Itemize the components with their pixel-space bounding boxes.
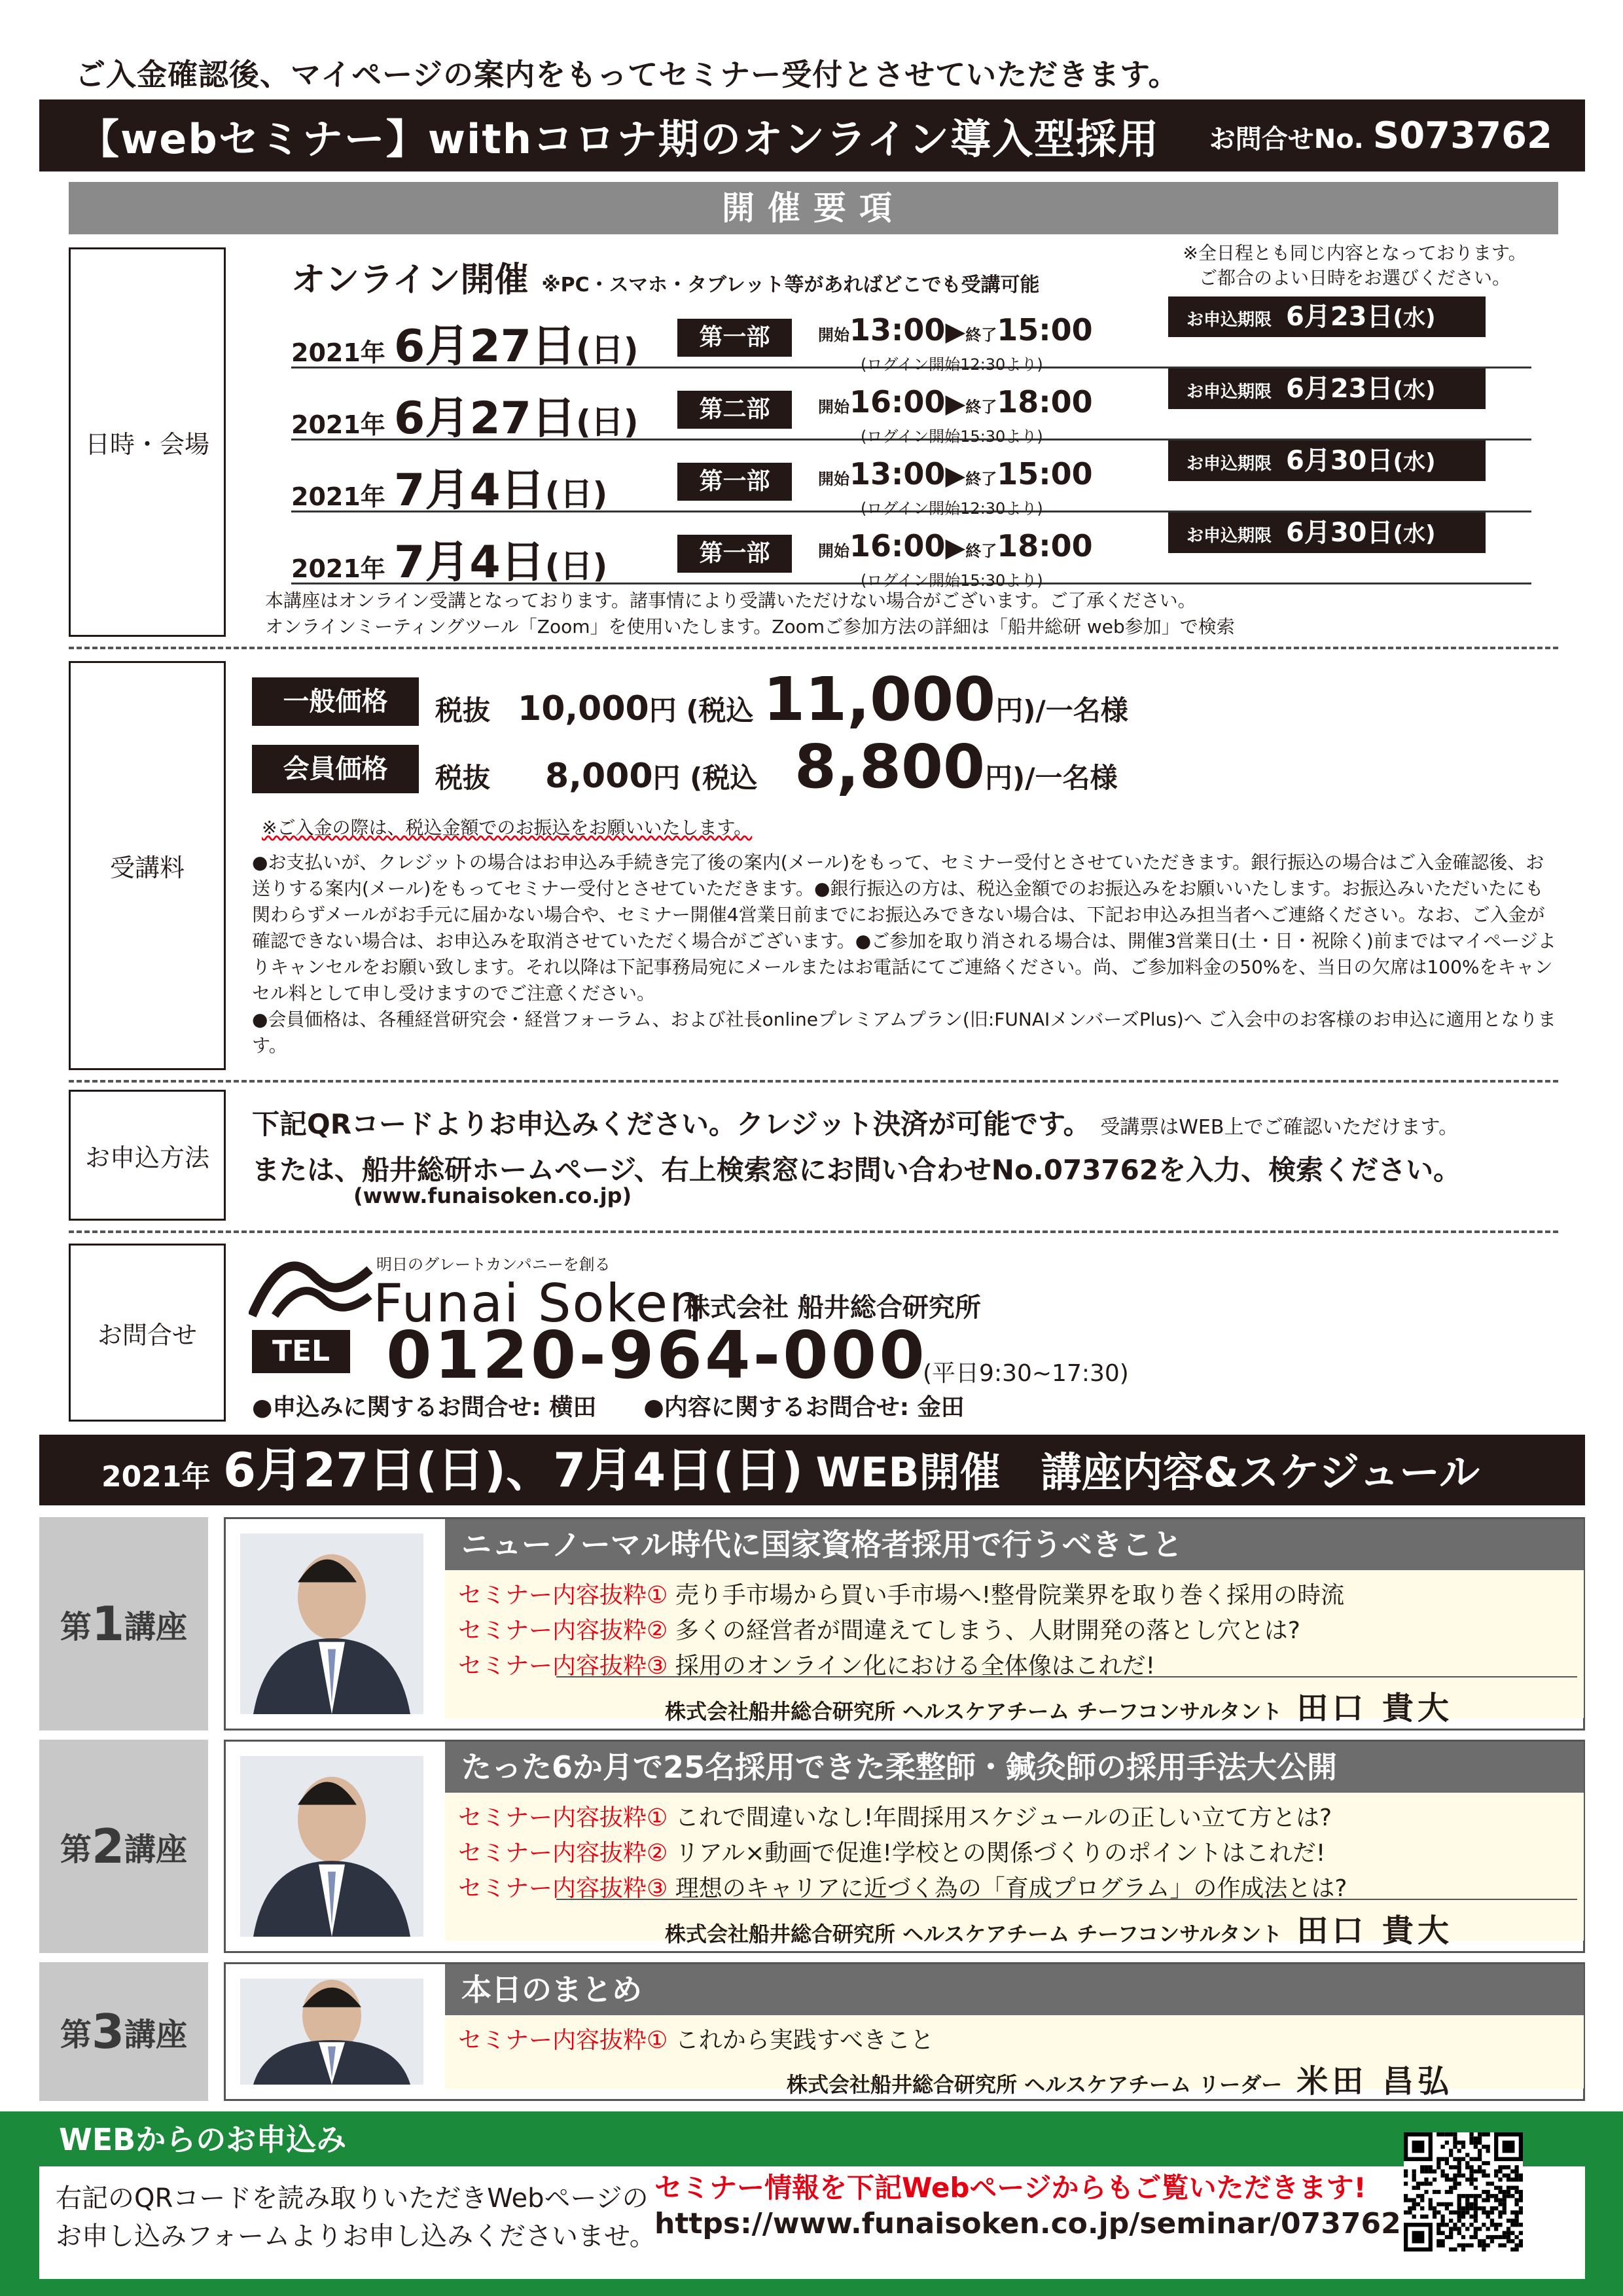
lecture-point: セミナー内容抜粋② 多くの経営者が間違えてしまう、人財開発の落とし穴とは?: [458, 1617, 1300, 1644]
outline-header: 開催要項: [69, 182, 1558, 234]
divider: [556, 1899, 1577, 1900]
qr-code-icon[interactable]: [1404, 2132, 1523, 2251]
lecture-body: [445, 1793, 1584, 1949]
tel-number[interactable]: 0120-964-000: [386, 1317, 927, 1393]
lecture-point: セミナー内容抜粋③ 理想のキャリアに近づく為の「育成プログラム」の作成法とは?: [458, 1875, 1347, 1902]
tel-label: TEL: [252, 1330, 350, 1373]
lecture-point: セミナー内容抜粋② リアル×動画で促進!学校との関係づくりのポイントはこれだ!: [458, 1840, 1326, 1867]
label-apply: お申込方法: [69, 1090, 226, 1221]
speaker: 株式会社船井総合研究所 ヘルスケアチーム リーダー 米田 昌弘: [786, 2063, 1453, 2100]
play-arrow-icon: ▶: [945, 389, 966, 419]
login-time: (ログイン開始15:30より): [861, 571, 1043, 590]
lecture-card: [224, 1962, 1585, 2101]
schedule-date: 2021年 7月4日(日): [291, 465, 608, 516]
login-time: (ログイン開始12:30より): [861, 355, 1043, 374]
seminar-title: 【webセミナー】withコロナ期のオンライン導入型採用: [79, 115, 1160, 163]
apply-url[interactable]: (www.funaisoken.co.jp): [353, 1183, 632, 1208]
deadline-badge: お申込期限 6月30日(水): [1168, 512, 1486, 553]
apply-line-2: または、船井総研ホームページ、右上検索窓にお問い合わせNo.073762を入力、検索ください。: [252, 1154, 1461, 1186]
divider: [69, 647, 1558, 649]
lecture-title: 本日のまとめ: [445, 1964, 1584, 2015]
web-info-text: セミナー情報を下記Webページからもご覧いただきます!: [654, 2172, 1366, 2204]
company-name: 株式会社 船井総合研究所: [684, 1293, 981, 1323]
title-bar: [39, 99, 1585, 171]
schedule-time: 開始16:00▶終了18:00: [818, 528, 1093, 564]
play-arrow-icon: ▶: [945, 317, 966, 347]
lecture-card: [224, 1517, 1585, 1731]
online-notes: 本講座はオンライン受講となっております。諸事情により受講いただけない場合がございます。ご了承ください。 オンラインミーティングツール「Zoom」を使用いたします。Zoomご参加方法の詳細は「船井総研 web参加」で検索: [265, 590, 1235, 637]
schedule-bar: 2021年 6月27日(日)、7月4日(日) WEB開催 講座内容&スケジュール: [39, 1435, 1585, 1505]
schedule-part: 第一部: [677, 319, 792, 357]
schedule-part: 第一部: [677, 463, 792, 501]
funai-logo-icon: [249, 1250, 373, 1322]
divider: [69, 1230, 1558, 1233]
label-fee: 受講料: [69, 661, 226, 1070]
speaker-photo: [240, 1979, 423, 2085]
inquiry-number: お問合せNo. S073762: [1209, 114, 1552, 157]
schedule-date: 2021年 7月4日(日): [291, 537, 608, 588]
divider: [556, 1676, 1577, 1677]
web-apply-tag: WEBからのお申込み: [39, 2115, 406, 2164]
lecture-point: セミナー内容抜粋① これで間違いなし!年間採用スケジュールの正しい立て方とは?: [458, 1804, 1332, 1831]
speaker-photo: [240, 1534, 423, 1714]
apply-line-1: 下記QRコードよりお申込みください。クレジット決済が可能です。 受講票はWEB上でご確認いただけます。: [252, 1108, 1459, 1140]
brand-name: Funai Soken: [373, 1273, 704, 1334]
deadline-badge: お申込期限 6月23日(水): [1168, 296, 1486, 337]
web-apply-desc: 右記のQRコードを読み取りいただきWebページの お申し込みフォームよりお申し込みくださいませ。: [56, 2183, 656, 2251]
member-price-tag: 会員価格: [252, 745, 419, 793]
speaker: 株式会社船井総合研究所 ヘルスケアチーム チーフコンサルタント 田口 貴大: [665, 1912, 1453, 1949]
schedule-row: [291, 370, 1531, 446]
lecture-body: [445, 2015, 1584, 2100]
schedule-row: [291, 514, 1531, 590]
brand-tagline: 明日のグレートカンパニーを創る: [376, 1255, 611, 1274]
general-price: 税抜 10,000円 (税込 11,000円)/一名様: [435, 664, 1128, 734]
lecture-point: セミナー内容抜粋① 売り手市場から買い手市場へ!整骨院業界を取り巻く採用の時流: [458, 1582, 1345, 1609]
speaker-photo: [240, 1756, 423, 1937]
schedule-time: 開始13:00▶終了15:00: [818, 456, 1093, 492]
schedule-part: 第二部: [677, 391, 792, 429]
lecture-title: ニューノーマル時代に国家資格者採用で行うべきこと: [445, 1519, 1584, 1570]
notice-text: ご入金確認後、マイページの案内をもってセミナー受付とさせていただきます。: [75, 57, 1179, 92]
schedule-part: 第一部: [677, 535, 792, 573]
schedule-row: [291, 298, 1531, 374]
deadline-badge: お申込期限 6月30日(水): [1168, 440, 1486, 481]
lecture-number: 第 1 講座: [39, 1517, 208, 1731]
lecture-point: セミナー内容抜粋① これから実践すべきこと: [458, 2027, 935, 2054]
general-price-tag: 一般価格: [252, 677, 419, 726]
lecture-body: [445, 1570, 1584, 1727]
contact-persons: ●申込みに関するお問合せ: 横田 ●内容に関するお問合せ: 金田: [252, 1394, 965, 1421]
schedule-time: 開始13:00▶終了15:00: [818, 312, 1093, 348]
schedule-time: 開始16:00▶終了18:00: [818, 384, 1093, 420]
lecture-point: セミナー内容抜粋③ 採用のオンライン化における全体像はこれだ!: [458, 1653, 1156, 1679]
login-time: (ログイン開始12:30より): [861, 499, 1043, 518]
web-url[interactable]: https://www.funaisoken.co.jp/seminar/073762: [654, 2207, 1401, 2240]
divider: [69, 1080, 1558, 1083]
play-arrow-icon: ▶: [945, 533, 966, 563]
login-time: (ログイン開始15:30より): [861, 427, 1043, 446]
schedule-date: 2021年 6月27日(日): [291, 321, 639, 372]
fee-details: ●お支払いが、クレジットの場合はお申込み手続き完了後の案内(メール)をもって、セミナー受付とさせていただきます。銀行振込の場合はご入金確認後、お送りする案内(メール)をもってセミナー受付とさせていただきます。●銀行振込の方は、税込金額でのお振込みをお願いいたします。お振込みいただいたにも関わらずメールがお手元に届かない場合や、セミナー開催4営業日前までにお振込みできない場合は、下記お申込み担当者へご連絡ください。なお、ご入金が確認できない場合は、お申込みを取消させていただく場合がございます。●ご参加を取り消される場合は、開催3営業日(土・日・祝除く)前まではマイページよりキャンセルをお願い致します。それ以降は下記事務局宛にメールまたはお電話にてご連絡ください。尚、ご参加料金の50%を、当日の欠席は100%をキャンセル料として申し受けますのでご注意ください。 ●会員価格は、各種経営研究会・経営フォーラム、および社長onlineプレミアムプラン(旧:FUNAIメンバーズPlus)へ ご入会中のお客様のお申込に適用となります。: [252, 852, 1556, 1056]
schedule-row: [291, 442, 1531, 518]
tel-hours: (平日9:30~17:30): [923, 1360, 1129, 1387]
deadline-badge: お申込期限 6月23日(水): [1168, 368, 1486, 409]
lecture-card: [224, 1740, 1585, 1953]
lecture-title: たった6か月で25名採用できた柔整師・鍼灸師の採用手法大公開: [445, 1742, 1584, 1793]
play-arrow-icon: ▶: [945, 461, 966, 491]
label-datetime: 日時・会場: [69, 247, 226, 637]
speaker: 株式会社船井総合研究所 ヘルスケアチーム チーフコンサルタント 田口 貴大: [665, 1690, 1453, 1727]
schedule-date: 2021年 6月27日(日): [291, 393, 639, 444]
label-contact: お問合せ: [69, 1244, 226, 1422]
online-title: オンライン開催 ※PC・スマホ・タブレット等があればどこでも受講可能: [291, 260, 1040, 300]
all-schedule-note: ※全日程とも同じ内容となっております。 ご都合のよい日時をお選びください。: [1183, 242, 1527, 289]
lecture-number: 第 3 講座: [39, 1962, 208, 2101]
lecture-number: 第 2 講座: [39, 1740, 208, 1953]
member-price: 税抜 8,000円 (税込 8,800円)/一名様: [435, 732, 1118, 802]
fee-note: ※ご入金の際は、税込金額でのお振込をお願いいたします。: [262, 817, 753, 838]
